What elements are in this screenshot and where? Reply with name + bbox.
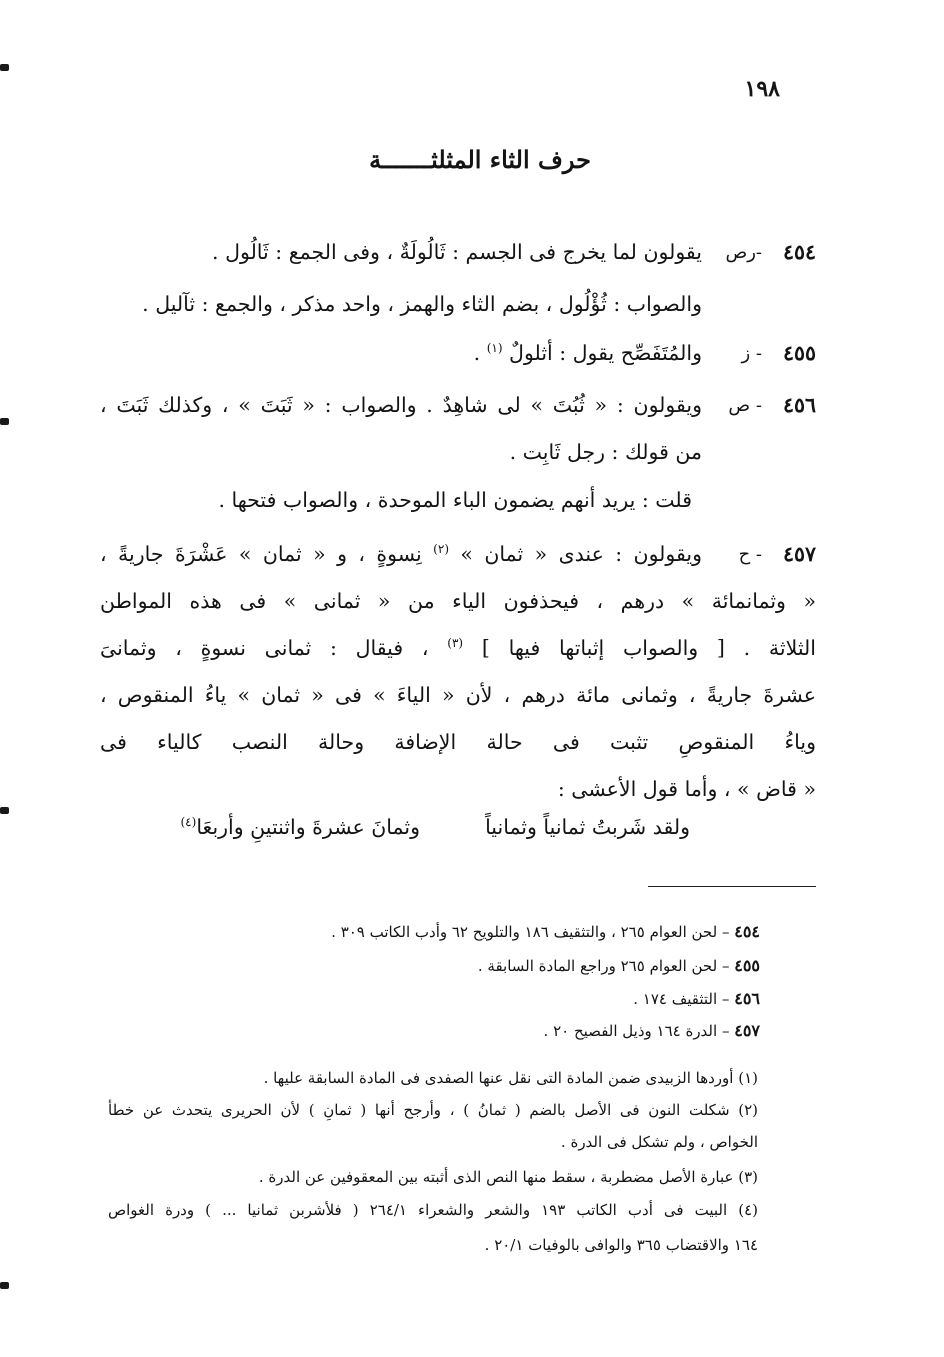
source-ref-number: ٤٥٥ — [734, 956, 760, 975]
entry-text-line — [100, 636, 816, 660]
entry-text-line: ويقولون : « ثُبُتَ » لى شاهِدٌ . والصواب : « ثَبَتَ » ، وكذلك ثَبَتَ ، — [100, 393, 702, 417]
entry-text-line — [100, 542, 702, 566]
entry-text-line: من قولك : رجل ثَابِت . — [509, 440, 702, 464]
entry-text-line: قلت : يريد أنهم يضمون الباء الموحدة ، والصواب فتحها . — [218, 488, 692, 512]
verse-text: وثمانَ عشرةَ واثنتينِ وأربعَا — [196, 815, 420, 839]
entry-text: ، فيقال : ثمانى نسوةٍ ، وثمانىَ — [100, 636, 448, 660]
entry-number: ٤٥٧ — [782, 542, 816, 566]
footnote-ref: (٤) — [180, 815, 197, 830]
entry-text-line — [430, 341, 702, 365]
footnote: (٢) شكلت النون فى الأصل بالضم ( ثمانُ ) ، وأرجح أنها ( ثمانِ ) لأن الحريرى يتحدث عن خطأ — [108, 1101, 758, 1119]
verse-hemistich-1: ولقد شَربتُ ثمانياً وثمانياً — [485, 815, 690, 839]
entry-number: ٤٥٥ — [782, 341, 816, 365]
entry-text-line: عشرةَ جاريةً ، وثمانى مائة درهم ، لأن « الياءَ » فى « ثمان » ياءُ المنقوص ، — [100, 683, 816, 707]
source-ref-text: – لحن العوام ٢٦٥ وراجع المادة السابقة . — [477, 957, 735, 975]
footnote-cont: الخواص ، ولم تشكل فى الدرة . — [560, 1133, 758, 1151]
entry-text-line: وياءُ المنقوصِ تثبت فى حالة الإضافة وحالة النصب كالياء فى — [100, 730, 816, 754]
entry-text: . — [473, 341, 487, 365]
verse-hemistich-2 — [180, 815, 420, 839]
footnote: (٣) عبارة الأصل مضطربة ، سقط منها النص الذى أثبته بين المعقوفين عن الدرة . — [258, 1168, 758, 1186]
source-ref-number: ٤٥٧ — [734, 1021, 760, 1040]
entry-source-code: -رص — [725, 242, 762, 263]
scan-edge-mark — [0, 1282, 9, 1289]
entry-number: ٤٥٦ — [782, 393, 816, 417]
scan-edge-mark — [0, 418, 9, 425]
footnote: (٤) البيت فى أدب الكاتب ١٩٣ والشعر والشعراء ٢٦٤/١ ( فلأشربن ثمانيا ... ) ودرة الغواص — [108, 1201, 758, 1219]
source-ref-number: ٤٥٦ — [734, 989, 760, 1008]
footnote-divider — [648, 886, 816, 887]
source-ref — [100, 1021, 760, 1040]
entry-text: الثلاثة . [ والصواب إثباتها فيها ] — [481, 636, 816, 660]
entry-source-code: - ح — [738, 544, 762, 565]
entry-text: ويقولون : عندى « ثمان » — [460, 542, 702, 566]
source-ref — [100, 956, 760, 975]
footnote-ref: (٢) — [433, 542, 449, 557]
footnote-ref: (٣) — [447, 636, 464, 651]
footnote: (١) أوردها الزبيدى ضمن المادة التى نقل عنها الصفدى فى المادة السابقة عليها . — [263, 1069, 758, 1087]
source-ref-text: – لحن العوام ٢٦٥ ، والتثقيف ١٨٦ والتلويح ٦٢ وأدب الكاتب ٣٠٩ . — [331, 923, 735, 941]
source-ref — [100, 989, 760, 1008]
entry-text-line: « قاض » ، وأما قول الأعشى : — [557, 777, 816, 801]
page-number: ١٩٨ — [744, 76, 780, 102]
entry-text-line: « وثمانمائة » درهم ، فيحذفون الياء من « ثمانى » فى هذه المواطن — [100, 589, 816, 613]
entry-text: والمُتَفَصِّح يقول : أثلولٌ — [509, 341, 702, 365]
source-ref-text: – التثقيف ١٧٤ . — [633, 990, 735, 1008]
entry-text-line: والصواب : ثُؤْلُول ، بضم الثاء والهمز ، واحد مذكر ، والجمع : ثآليل . — [142, 292, 702, 316]
footnote-ref: (١) — [486, 341, 503, 356]
source-ref-number: ٤٥٤ — [734, 922, 760, 941]
entry-text-line: يقولون لما يخرج فى الجسم : ثَالُولَةٌ ، وفى الجمع : ثَالُول . — [212, 240, 702, 264]
source-ref-text: – الدرة ١٦٤ وذيل الفصيح ٢٠ . — [543, 1022, 735, 1040]
scan-edge-mark — [0, 807, 9, 814]
entry-number: ٤٥٤ — [782, 240, 816, 264]
footnote-cont: ١٦٤ والاقتضاب ٣٦٥ والوافى بالوفيات ٢٠/١ . — [484, 1236, 758, 1254]
entry-text: نِسوةٍ ، و « ثمان » عَشْرَةَ جاريةً ، — [100, 542, 422, 566]
chapter-title: حرف الثاء المثلثـــــــة — [369, 145, 591, 174]
entry-source-code: - ص — [728, 395, 762, 416]
scan-edge-mark — [0, 64, 9, 71]
entry-source-code: - ز — [741, 343, 762, 364]
source-ref — [100, 922, 760, 941]
